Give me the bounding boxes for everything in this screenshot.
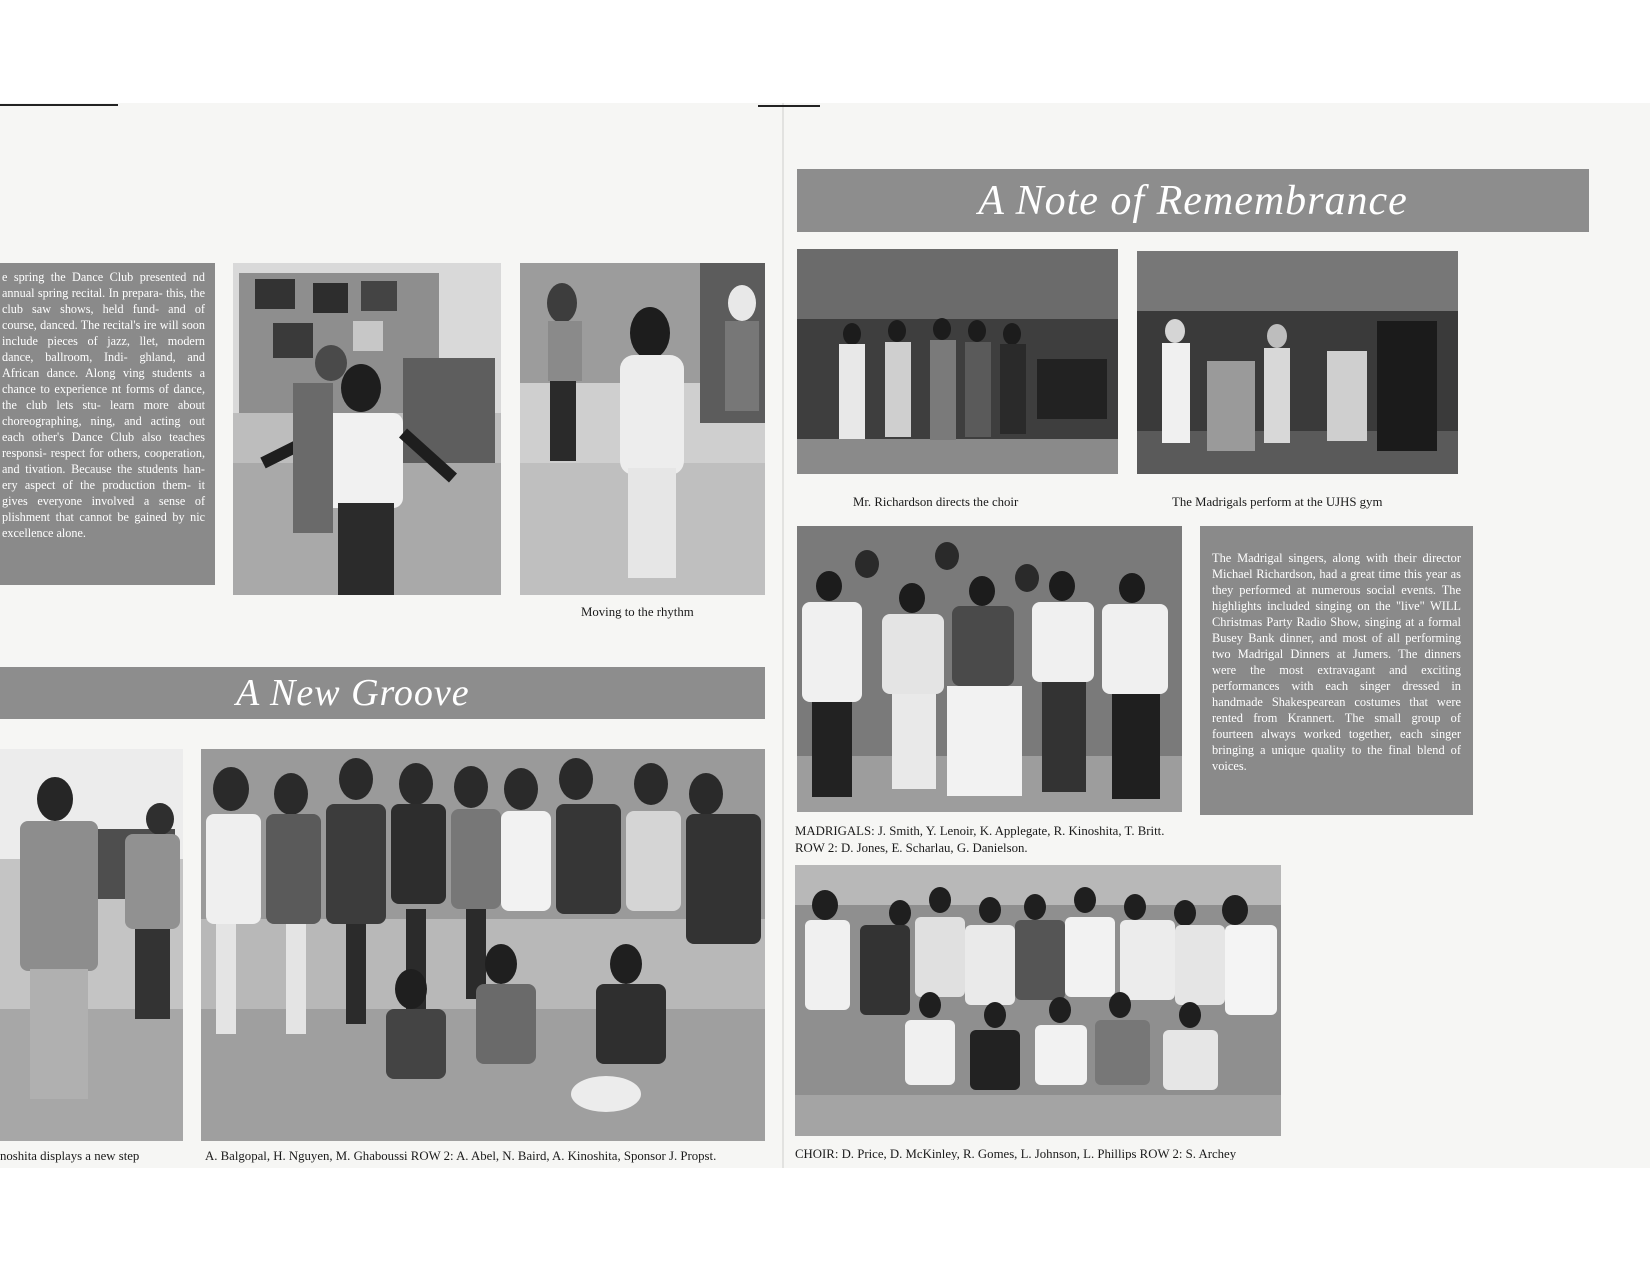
madrigals-gym-photo — [1137, 251, 1458, 474]
new-step-photo — [0, 749, 183, 1141]
choir-director-photo — [797, 249, 1118, 474]
choir-director-caption: Mr. Richardson directs the choir — [853, 495, 1019, 509]
new-groove-title: A New Groove — [236, 672, 470, 714]
moving-rhythm-caption: Moving to the rhythm — [581, 605, 694, 619]
remembrance-banner — [797, 169, 1589, 232]
choir-caption: CHOIR: D. Price, D. McKinley, R. Gomes, L. Johnson, L. Phillips ROW 2: S. Archey — [795, 1147, 1237, 1160]
madrigal-singers-text: The Madrigal singers, along with their director Michael Richardson, had a great time this year as they performed at numerous social events. The highlights included singing on the "live" WILL Christmas Party Radio Show, singing at a formal Busey Bank dinner, and most of all performing two Madrigal Dinners at Jumers. The dinners were the most extravagant and exciting performances with each singer dressed in handmade Shakespearean costumes that were rented from Krannert. The small group of fourteen always worked together, each singer bringing a unique quality to the final blend of voices. — [1200, 526, 1473, 815]
scan-edge-center — [758, 105, 820, 107]
moving-rhythm-photo — [520, 263, 765, 595]
madrigals-gym-caption: The Madrigals perform at the UJHS gym — [1172, 495, 1383, 509]
scan-edge-left — [0, 104, 118, 106]
new-step-caption: noshita displays a new step — [0, 1149, 140, 1163]
new-groove-banner — [0, 667, 765, 719]
page-fold — [782, 103, 784, 1168]
dance-group-caption: A. Balgopal, H. Nguyen, M. Ghaboussi ROW 2: A. Abel, N. Baird, A. Kinoshita, Sponsor J. Propst. — [205, 1149, 717, 1163]
dance-club-text: e spring the Dance Club presented nd annual spring recital. In prepara- this, the club saw shows, held fund- and of course, danced. The recital's ire will soon include pieces of jazz, llet, modern dance, ballroom, Indi- ghland, and African dance. Along ving students a chance to experience nt forms of dance, the club lets stu- learn more about choreographing, ning, and acting out each other's Dance Club also teaches responsi- respect for others, cooperation, and tivation. Because the students han- ery aspect of the production them- it gives everyone involved a sense of plishment that cannot be gained by nic excellence alone. — [0, 263, 215, 585]
dance-classroom-photo — [233, 263, 501, 595]
madrigals-group-photo — [797, 526, 1182, 812]
madrigals-caption: MADRIGALS: J. Smith, Y. Lenoir, K. Applegate, R. Kinoshita, T. Britt. ROW 2: D. Jones, E. Scharlau, G. Danielson. — [795, 824, 1165, 855]
dance-group-photo — [201, 749, 765, 1141]
remembrance-title: A Note of Remembrance — [978, 177, 1408, 224]
choir-group-photo — [795, 865, 1281, 1136]
